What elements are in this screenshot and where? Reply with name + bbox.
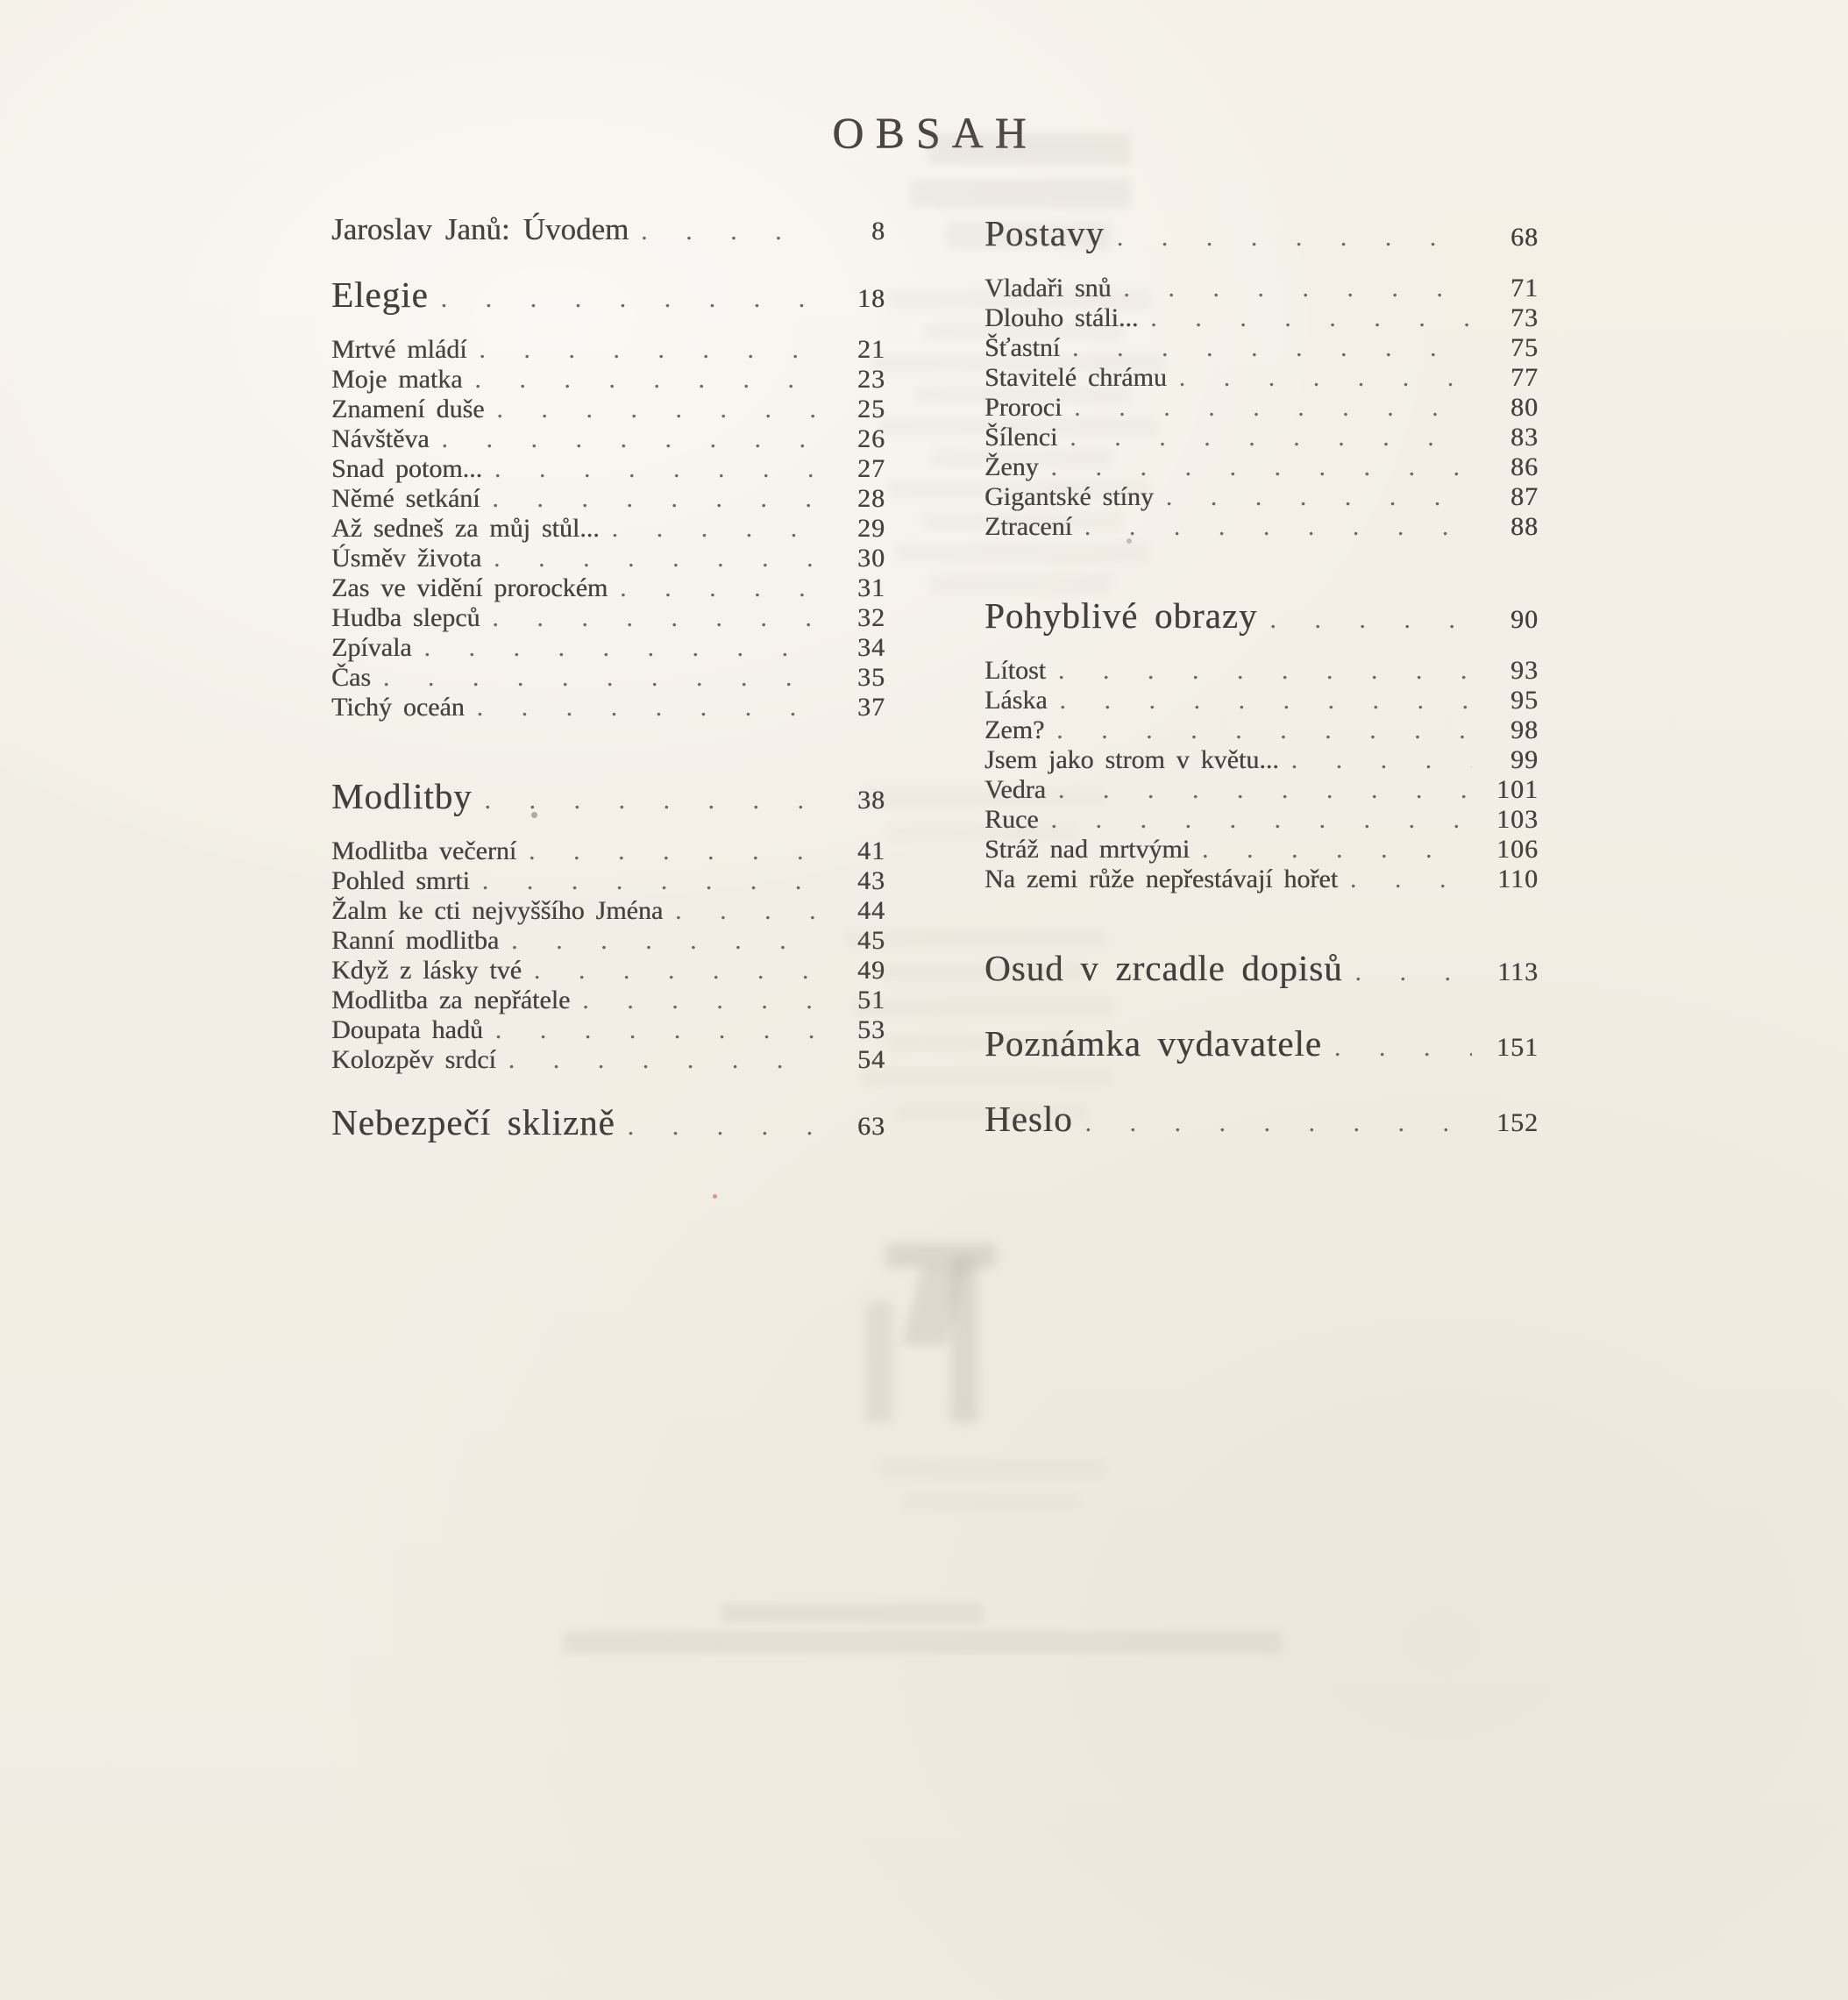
toc-entry-page: 53 xyxy=(857,1015,885,1044)
toc-entry-page: 103 xyxy=(1496,805,1539,834)
toc-entry xyxy=(331,693,885,722)
bleedthrough-smudge xyxy=(896,1105,1087,1121)
toc-entry-page: 44 xyxy=(857,896,885,925)
dot-leader xyxy=(482,455,819,485)
toc-entry-page: 29 xyxy=(857,514,885,543)
toc-entry xyxy=(331,866,885,896)
toc-entry-title: Až sedneš za můj stůl... xyxy=(331,514,600,543)
toc-entry xyxy=(984,656,1539,686)
dot-leader xyxy=(516,837,819,867)
dot-leader xyxy=(570,986,819,1016)
toc-entry xyxy=(331,986,885,1015)
toc-entry-page: 51 xyxy=(857,986,885,1014)
toc-entry xyxy=(331,956,885,986)
toc-entry xyxy=(331,454,885,484)
toc-entry-title: Vedra xyxy=(984,775,1046,804)
toc-entry-page: 95 xyxy=(1510,686,1539,715)
dot-leader xyxy=(1072,513,1472,543)
toc-entry-title: Láska xyxy=(984,686,1048,715)
dot-leader xyxy=(1046,776,1472,806)
toc-section xyxy=(984,591,1539,894)
toc-section xyxy=(331,772,885,1075)
toc-entry xyxy=(984,591,1539,640)
toc-entry xyxy=(331,365,885,395)
toc-entry-page: 63 xyxy=(857,1112,885,1141)
dot-leader xyxy=(467,336,819,366)
toc-entry-page: 31 xyxy=(857,573,885,602)
toc-entry-title: Když z lásky tvé xyxy=(331,956,522,985)
toc-entry-page: 83 xyxy=(1510,423,1539,452)
toc-entry xyxy=(984,715,1539,745)
bleedthrough-smudge xyxy=(861,1070,1113,1085)
paper-speck xyxy=(531,812,537,818)
toc-entry xyxy=(984,686,1539,715)
bleedthrough-smudge xyxy=(920,512,1122,530)
toc-entry-page: 25 xyxy=(857,395,885,423)
bleedthrough-smudge xyxy=(887,480,1148,498)
toc-entry-title: Ženy xyxy=(984,452,1039,481)
toc-entry-page: 34 xyxy=(857,633,885,662)
toc-entry xyxy=(331,270,885,319)
toc-entry-title: Stráž nad mrtvými xyxy=(984,835,1191,864)
paper-speck xyxy=(713,1194,717,1199)
toc-entry-page: 101 xyxy=(1496,775,1539,804)
toc-entry-page: 88 xyxy=(1510,512,1539,541)
toc-entry xyxy=(331,544,885,573)
bleedthrough-smudge xyxy=(870,354,1166,372)
dot-leader xyxy=(1138,304,1472,334)
toc-entry-page: 37 xyxy=(857,693,885,722)
toc-entry xyxy=(331,836,885,866)
dot-leader xyxy=(1044,716,1472,746)
toc-entry-page: 41 xyxy=(857,836,885,865)
toc-entry-page: 49 xyxy=(857,956,885,985)
toc-entry xyxy=(331,424,885,454)
toc-entry-title: Poznámka vydavatele xyxy=(984,1023,1322,1064)
toc-entry-title: Proroci xyxy=(984,393,1063,422)
bleedthrough-smudge xyxy=(929,575,1112,593)
toc-entry-page: 87 xyxy=(1510,482,1539,511)
bleedthrough-smudge xyxy=(922,323,1122,340)
bleedthrough-smudge xyxy=(878,964,1087,980)
dot-leader xyxy=(430,425,819,455)
dot-leader xyxy=(480,604,819,634)
toc-entry-page: 43 xyxy=(857,866,885,895)
toc-entry xyxy=(331,896,885,926)
dot-leader xyxy=(1105,214,1472,263)
toc-entry-title: Ranní modlitba xyxy=(331,926,500,955)
bleedthrough-smudge xyxy=(563,1631,1282,1654)
dot-leader xyxy=(481,544,819,574)
dot-leader xyxy=(496,1046,819,1076)
toc-entry xyxy=(331,633,885,663)
toc-section-items xyxy=(331,836,885,1075)
toc-entry-title: Dlouho stáli... xyxy=(984,303,1139,332)
dot-leader xyxy=(1279,746,1472,776)
toc-entry-title: Úsměv života xyxy=(331,544,482,573)
dot-leader xyxy=(465,694,819,723)
toc-entry-title: Ruce xyxy=(984,805,1039,834)
dot-leader xyxy=(615,1103,819,1152)
toc-entry-page: 30 xyxy=(857,544,885,573)
dot-leader xyxy=(483,1016,819,1046)
dot-leader xyxy=(480,485,819,515)
toc-entry-page: 21 xyxy=(857,335,885,364)
bleedthrough-smudge xyxy=(913,386,1131,403)
bleedthrough-smudge xyxy=(878,1460,1105,1477)
toc-entry-title: Hudba slepců xyxy=(331,603,480,632)
dot-leader xyxy=(499,927,819,957)
bleedthrough-smudge xyxy=(887,824,1078,840)
toc-entry-title: Nebezpečí sklizně xyxy=(331,1102,615,1142)
bleedthrough-smudge xyxy=(852,1000,1113,1015)
toc-entry-page: 54 xyxy=(857,1045,885,1074)
bleedthrough-smudge xyxy=(721,1603,984,1624)
toc-entry-title: Návštěva xyxy=(331,424,430,453)
toc-entry-page: 99 xyxy=(1510,745,1539,774)
toc-entry-title: Jaroslav Janů: Úvodem xyxy=(331,212,629,246)
toc-entry-page: 73 xyxy=(1510,303,1539,332)
bleedthrough-smudge xyxy=(905,1495,1078,1511)
dot-leader xyxy=(663,897,819,927)
toc-entry-page: 23 xyxy=(857,365,885,394)
bleedthrough-smudge xyxy=(887,1035,1087,1050)
toc-entry-title: Moje matka xyxy=(331,365,463,394)
dot-leader xyxy=(629,211,819,253)
toc-entry-page: 45 xyxy=(857,926,885,955)
toc-section-items xyxy=(984,656,1539,894)
toc-entry-page: 152 xyxy=(1496,1108,1539,1137)
toc-entry-title: Kolozpěv srdcí xyxy=(331,1045,496,1074)
page-title: OBSAH xyxy=(832,108,1038,157)
toc-entry-page: 106 xyxy=(1496,835,1539,864)
dot-leader xyxy=(473,777,819,826)
toc-entry-title: Vladaři snů xyxy=(984,274,1112,302)
toc-entry-title: Mrtvé mládí xyxy=(331,335,467,364)
toc-entry-page: 38 xyxy=(857,786,885,815)
toc-entry-title: Ztracení xyxy=(984,512,1072,541)
bleedthrough-smudge xyxy=(929,449,1113,466)
bleedthrough-smudge xyxy=(896,544,1148,561)
toc-entry xyxy=(331,573,885,603)
toc-entry xyxy=(331,484,885,514)
toc-entry-page: 18 xyxy=(857,284,885,313)
toc-entry-page: 77 xyxy=(1510,363,1539,392)
toc-entry-page: 110 xyxy=(1497,865,1539,893)
toc-entry-page: 26 xyxy=(857,424,885,453)
toc-entry xyxy=(331,926,885,956)
toc-entry-title: Znamení duše xyxy=(331,395,485,423)
toc-entry-title: Zem? xyxy=(984,715,1045,744)
toc-entry xyxy=(331,335,885,365)
toc-column-left xyxy=(331,209,885,1147)
toc-entry-page: 71 xyxy=(1510,274,1539,302)
dot-leader xyxy=(470,867,819,897)
toc-entry xyxy=(331,1015,885,1045)
toc-entry-page: 68 xyxy=(1510,223,1539,252)
dot-leader xyxy=(1048,687,1472,716)
toc-entry xyxy=(984,745,1539,775)
toc-entry-page: 28 xyxy=(857,484,885,513)
toc-entry-title: Modlitba za nepřátele xyxy=(331,986,571,1014)
toc-entry-title: Modlitby xyxy=(331,776,473,816)
toc-entry-title: Tichý oceán xyxy=(331,693,465,722)
dot-leader xyxy=(412,634,819,664)
toc-entry xyxy=(331,209,885,251)
dot-leader xyxy=(1190,836,1472,865)
toc-entry-page: 93 xyxy=(1510,656,1539,685)
toc-entry-page: 113 xyxy=(1497,957,1539,986)
dot-leader xyxy=(371,664,819,694)
toc-entry-page: 32 xyxy=(857,603,885,632)
bleedthrough-smudge xyxy=(843,929,1105,947)
toc-entry-title: Pohled smrti xyxy=(331,866,470,895)
dot-leader xyxy=(1039,806,1472,836)
toc-entry xyxy=(331,1045,885,1075)
paper-speck xyxy=(1127,538,1132,544)
toc-entry xyxy=(331,772,885,821)
toc-entry-title: Šťastní xyxy=(984,333,1061,362)
dot-leader xyxy=(463,366,819,395)
toc-entry xyxy=(331,514,885,544)
toc-section-items xyxy=(331,335,885,722)
toc-entry-page: 35 xyxy=(857,663,885,692)
dot-leader xyxy=(1257,596,1472,645)
bleedthrough-smudge xyxy=(910,179,1131,209)
toc-entry-title: Němé setkání xyxy=(331,484,480,513)
dot-leader xyxy=(429,275,819,324)
toc-entry-title: Postavy xyxy=(984,213,1105,253)
toc-entry-page: 80 xyxy=(1510,393,1539,422)
toc-entry-page: 98 xyxy=(1510,715,1539,744)
toc-entry-title: Jsem jako strom v květu... xyxy=(984,745,1279,774)
toc-section xyxy=(331,270,885,722)
bleedthrough-smudge xyxy=(945,223,1112,249)
toc-entry-title: Stavitelé chrámu xyxy=(984,363,1167,392)
dot-leader xyxy=(522,957,819,986)
toc-entry-title: Snad potom... xyxy=(331,454,483,483)
toc-entry-page: 151 xyxy=(1496,1033,1539,1062)
toc-entry-page: 8 xyxy=(871,217,885,246)
toc-entry-title: Čas xyxy=(331,663,371,692)
toc-entry xyxy=(331,1098,885,1147)
dot-leader xyxy=(1154,483,1472,513)
toc-entry-title: Doupata hadů xyxy=(331,1015,483,1044)
toc-entry-title: Osud v zrcadle dopisů xyxy=(984,948,1343,988)
dot-leader xyxy=(485,395,819,425)
dot-leader xyxy=(1167,364,1472,394)
dot-leader xyxy=(600,515,819,544)
dot-leader xyxy=(1073,1100,1472,1149)
toc-entry xyxy=(331,603,885,633)
toc-entry-page: 86 xyxy=(1510,452,1539,481)
toc-entry-title: Pohyblivé obrazy xyxy=(984,595,1258,636)
toc-section-items xyxy=(984,274,1539,542)
toc-entry xyxy=(331,395,885,424)
toc-entry-title: Šílenci xyxy=(984,423,1058,452)
toc-entry-title: Zpívala xyxy=(331,633,412,662)
toc-entry-page: 27 xyxy=(857,454,885,483)
bleedthrough-smudge xyxy=(878,417,1157,435)
toc-entry-title: Žalm ke cti nejvyššího Jména xyxy=(331,896,664,925)
toc-entry-title: Elegie xyxy=(331,274,429,315)
toc-entry-title: Gigantské stíny xyxy=(984,482,1154,511)
dot-leader xyxy=(1046,657,1472,687)
toc-entry xyxy=(331,663,885,693)
toc-entry-title: Heslo xyxy=(984,1099,1073,1139)
dot-leader xyxy=(1343,949,1472,998)
toc-entry-title: Lítost xyxy=(984,656,1047,685)
toc-entry-page: 75 xyxy=(1510,333,1539,362)
toc-entry-title: Na zemi růže nepřestávají hořet xyxy=(984,865,1339,893)
dot-leader xyxy=(1322,1024,1472,1073)
dot-leader xyxy=(1338,865,1472,895)
bleedthrough-smudge xyxy=(861,789,1105,807)
toc-entry xyxy=(984,865,1539,894)
toc-entry-title: Zas ve vidění prorockém xyxy=(331,573,608,602)
bleedthrough-smudge xyxy=(928,133,1131,165)
toc-entry-page: 90 xyxy=(1510,605,1539,634)
toc-entry-title: Modlitba večerní xyxy=(331,836,517,865)
dot-leader xyxy=(608,574,819,604)
toc-section xyxy=(331,1098,885,1147)
dot-leader xyxy=(1112,274,1472,304)
bleedthrough-smudge xyxy=(887,289,1150,309)
